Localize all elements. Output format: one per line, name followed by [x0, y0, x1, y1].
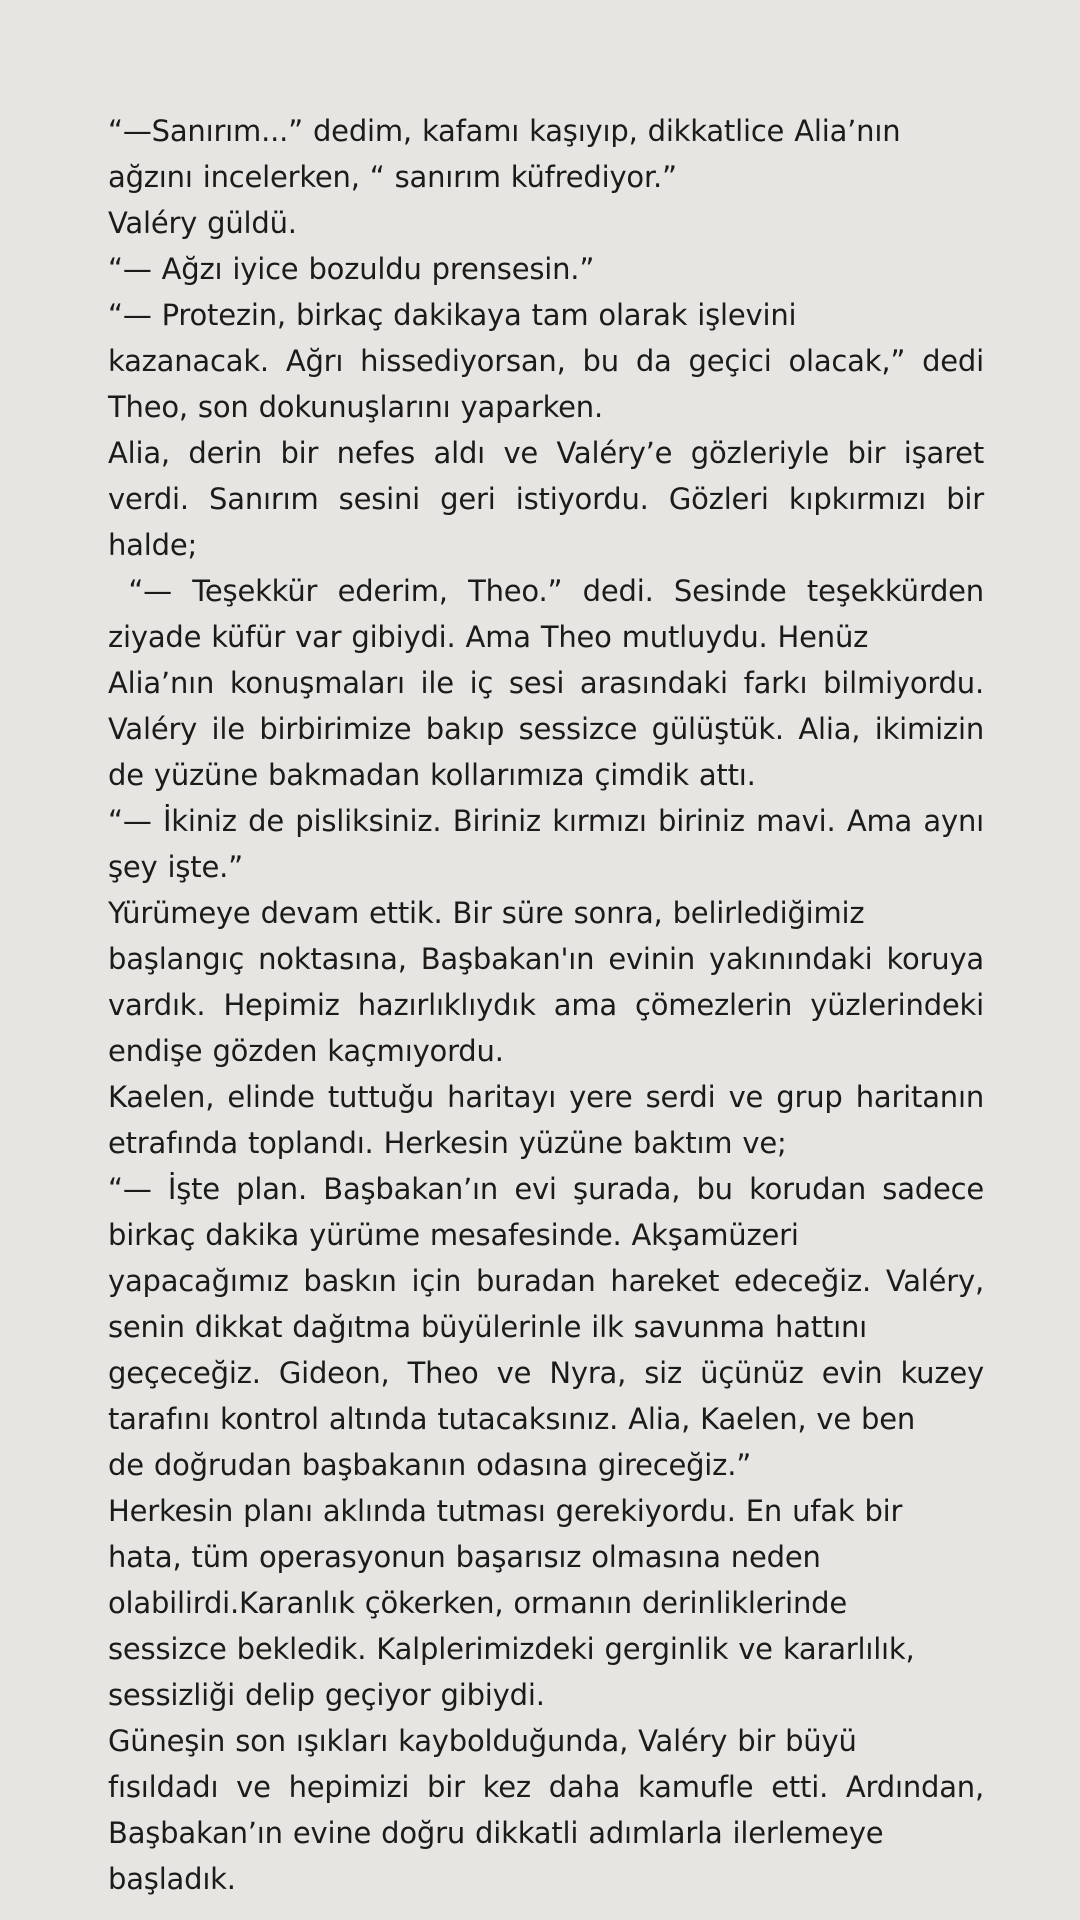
- text-line: sessizce bekledik. Kalplerimizdeki gerginlik ve kararlılık,: [108, 1632, 915, 1666]
- text-line: sessizliği delip geçiyor gibiydi.: [108, 1678, 545, 1712]
- text-line: verdi. Sanırım sesini geri istiyordu. Gözleri kıpkırmızı bir: [108, 482, 984, 516]
- text-line: “— Protezin, birkaç dakikaya tam olarak işlevini: [108, 298, 797, 332]
- text-line: Alia, derin bir nefes aldı ve Valéry’e gözleriyle bir işaret: [108, 436, 984, 470]
- text-line: “— Teşekkür ederim, Theo.” dedi. Sesinde teşekkürden: [108, 574, 984, 608]
- text-line: senin dikkat dağıtma büyülerinle ilk savunma hattını: [108, 1310, 868, 1344]
- text-line: Başbakan’ın evine doğru dikkatli adımlarla ilerlemeye: [108, 1816, 884, 1850]
- text-line: birkaç dakika yürüme mesafesinde. Akşamüzeri: [108, 1218, 799, 1252]
- text-line: Herkesin planı aklında tutması gerekiyordu. En ufak bir: [108, 1494, 903, 1528]
- text-line: ziyade küfür var gibiydi. Ama Theo mutluydu. Henüz: [108, 620, 869, 654]
- text-line: halde;: [108, 528, 198, 562]
- story-text: [108, 108, 984, 1902]
- text-line: Güneşin son ışıkları kaybolduğunda, Valéry bir büyü: [108, 1724, 857, 1758]
- text-line: ağzını incelerken, “ sanırım küfrediyor.”: [108, 160, 677, 194]
- text-line: “— İşte plan. Başbakan’ın evi şurada, bu korudan sadece: [108, 1172, 984, 1206]
- text-line: şey işte.”: [108, 850, 243, 884]
- text-line: fısıldadı ve hepimizi bir kez daha kamufle etti. Ardından,: [108, 1770, 984, 1804]
- text-line: hata, tüm operasyonun başarısız olmasına neden: [108, 1540, 821, 1574]
- text-line: Yürümeye devam ettik. Bir süre sonra, belirlediğimiz: [108, 896, 865, 930]
- text-line: kazanacak. Ağrı hissediyorsan, bu da geçici olacak,” dedi: [108, 344, 984, 378]
- text-line: Alia’nın konuşmaları ile iç sesi arasındaki farkı bilmiyordu.: [108, 666, 984, 700]
- text-line: başlangıç noktasına, Başbakan'ın evinin yakınındaki koruya: [108, 942, 984, 976]
- text-line: etrafında toplandı. Herkesin yüzüne baktım ve;: [108, 1126, 787, 1160]
- text-line: yapacağımız baskın için buradan hareket edeceğiz. Valéry,: [108, 1264, 984, 1298]
- text-line: “—Sanırım...” dedim, kafamı kaşıyıp, dikkatlice Alia’nın: [108, 114, 901, 148]
- text-line: Valéry ile birbirimize bakıp sessizce gülüştük. Alia, ikimizin: [108, 712, 984, 746]
- text-line: Theo, son dokunuşlarını yaparken.: [108, 390, 603, 424]
- text-line: tarafını kontrol altında tutacaksınız. Alia, Kaelen, ve ben: [108, 1402, 916, 1436]
- text-line: başladık.: [108, 1862, 236, 1896]
- text-line: olabilirdi.Karanlık çökerken, ormanın derinliklerinde: [108, 1586, 847, 1620]
- text-line: Valéry güldü.: [108, 206, 297, 240]
- text-line: de yüzüne bakmadan kollarımıza çimdik attı.: [108, 758, 756, 792]
- text-line: “— Ağzı iyice bozuldu prensesin.”: [108, 252, 595, 286]
- text-line: Kaelen, elinde tuttuğu haritayı yere serdi ve grup haritanın: [108, 1080, 984, 1114]
- text-line: “— İkiniz de pisliksiniz. Biriniz kırmızı biriniz mavi. Ama aynı: [108, 804, 984, 838]
- text-line: de doğrudan başbakanın odasına gireceğiz.”: [108, 1448, 752, 1482]
- text-line: endişe gözden kaçmıyordu.: [108, 1034, 504, 1068]
- text-line: vardık. Hepimiz hazırlıklıydık ama çömezlerin yüzlerindeki: [108, 988, 984, 1022]
- text-line: geçeceğiz. Gideon, Theo ve Nyra, siz üçünüz evin kuzey: [108, 1356, 984, 1390]
